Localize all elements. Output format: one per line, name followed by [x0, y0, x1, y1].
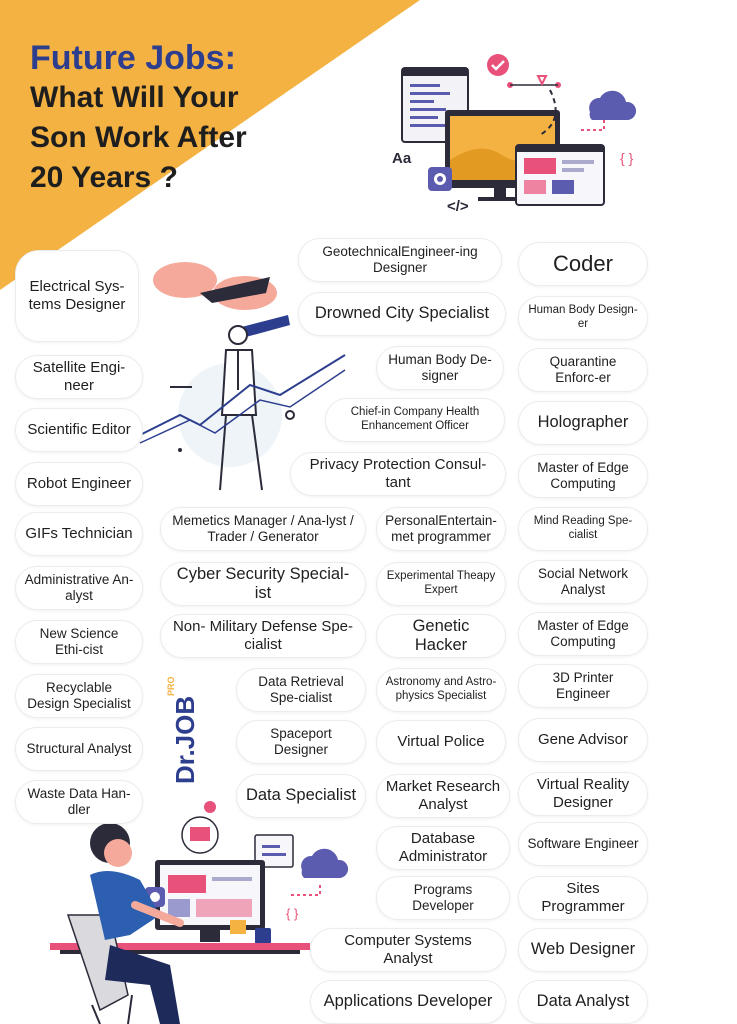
- job-astronomy-specialist: Astronomy and Astro-physics Specialist: [376, 668, 506, 712]
- job-coder: Coder: [518, 242, 648, 286]
- job-web-designer: Web Designer: [518, 928, 648, 972]
- svg-text:Dr.JOB: Dr.JOB: [170, 695, 200, 784]
- job-data-retrieval-specialist: Data Retrieval Spe-cialist: [236, 668, 366, 712]
- job-3d-printer-engineer: 3D Printer Engineer: [518, 664, 648, 708]
- title-line-1: Future Jobs:: [30, 39, 236, 77]
- job-data-specialist: Data Specialist: [236, 774, 366, 818]
- job-quarantine-enforcer: Quarantine Enforc-er: [518, 348, 648, 392]
- job-sites-programmer: Sites Programmer: [518, 876, 648, 920]
- braces-icon-label: { }: [620, 150, 634, 166]
- job-applications-developer: Applications Developer: [310, 980, 506, 1024]
- job-programs-developer: Programs Developer: [376, 876, 510, 920]
- job-spaceport-designer: Spaceport Designer: [236, 720, 366, 764]
- tech-illustration: [390, 50, 650, 220]
- job-master-edge-computing-2: Master of Edge Computing: [518, 612, 648, 656]
- job-satellite-engineer: Satellite Engi-neer: [15, 355, 143, 399]
- job-scientific-editor: Scientific Editor: [15, 408, 143, 452]
- job-privacy-protection-consultant: Privacy Protection Consul-tant: [290, 452, 506, 496]
- job-social-network-analyst: Social Network Analyst: [518, 560, 648, 604]
- code-icon-label: </>: [447, 198, 469, 215]
- job-administrative-analyst: Administrative An-alyst: [15, 566, 143, 610]
- job-gifs-technician: GIFs Technician: [15, 512, 143, 556]
- job-market-research-analyst: Market Research Analyst: [376, 774, 510, 818]
- page-title: [30, 38, 247, 198]
- job-electrical-systems-designer: Electrical Sys-tems Designer: [15, 250, 139, 342]
- braces-icon-label-bottom: { }: [286, 906, 299, 921]
- job-virtual-police: Virtual Police: [376, 720, 506, 764]
- job-computer-systems-analyst: Computer Systems Analyst: [310, 928, 506, 972]
- job-database-administrator: Database Administrator: [376, 826, 510, 870]
- job-experimental-therapy-expert: Experimental Theapy Expert: [376, 562, 506, 606]
- job-new-science-ethicist: New Science Ethi-cist: [15, 620, 143, 664]
- job-gene-advisor: Gene Advisor: [518, 718, 648, 762]
- svg-text:PRO: PRO: [166, 676, 176, 696]
- job-chief-health-officer: Chief-in Company Health Enhancement Officer: [325, 398, 505, 442]
- job-recyclable-design-specialist: Recyclable Design Specialist: [15, 674, 143, 718]
- job-structural-analyst: Structural Analyst: [15, 727, 143, 771]
- title-line-2: What Will Your: [30, 81, 239, 114]
- font-icon-label: Aa: [392, 150, 412, 167]
- job-mind-reading-specialist: Mind Reading Spe-cialist: [518, 507, 648, 551]
- job-data-analyst: Data Analyst: [518, 980, 648, 1024]
- title-line-3: Son Work After: [30, 121, 247, 154]
- job-software-engineer: Software Engineer: [518, 822, 648, 866]
- job-memetics-manager: Memetics Manager / Ana-lyst / Trader / Generator: [160, 507, 366, 551]
- job-human-body-designer-right: Human Body Design-er: [518, 296, 648, 340]
- job-waste-data-handler: Waste Data Han-dler: [15, 780, 143, 824]
- job-genetic-hacker: Genetic Hacker: [376, 614, 506, 658]
- job-virtual-reality-designer: Virtual Reality Designer: [518, 772, 648, 816]
- title-line-4: 20 Years ?: [30, 161, 178, 194]
- job-cyber-security-specialist: Cyber Security Special-ist: [160, 562, 366, 606]
- job-human-body-designer-mid: Human Body De-signer: [376, 346, 504, 390]
- job-geotechnical-engineering-designer: GeotechnicalEngineer-ing Designer: [298, 238, 502, 282]
- dr-job-logo: [168, 668, 204, 788]
- job-master-edge-computing-1: Master of Edge Computing: [518, 454, 648, 498]
- job-personal-entertainment-programmer: PersonalEntertain-met programmer: [376, 507, 506, 551]
- job-robot-engineer: Robot Engineer: [15, 462, 143, 506]
- job-drowned-city-specialist: Drowned City Specialist: [298, 292, 506, 336]
- job-non-military-defense-specialist: Non- Military Defense Spe-cialist: [160, 614, 366, 658]
- job-holographer: Holographer: [518, 401, 648, 445]
